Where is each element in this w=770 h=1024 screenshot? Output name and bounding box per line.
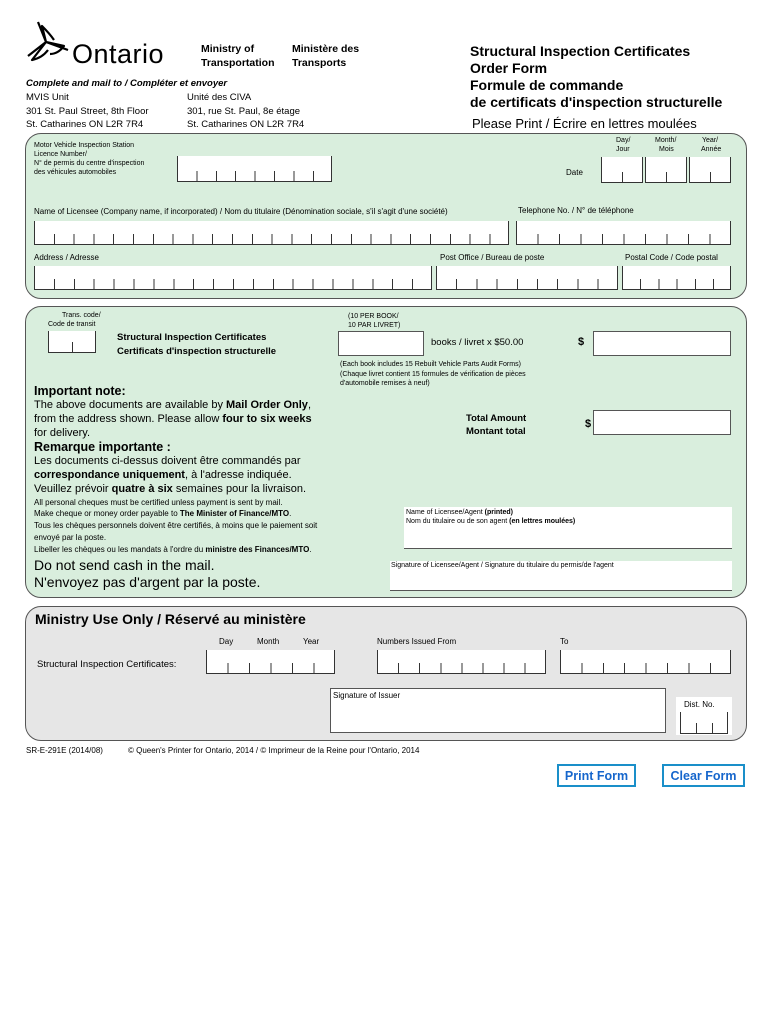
important-line-1: The above documents are available by Mail Order Only, bbox=[34, 399, 311, 411]
licensee-name-label: Name of Licensee (Company name, if incorporated) / Nom du titulaire (Dénomination sociale, s'il s'agit d'une société) bbox=[34, 207, 448, 216]
licensee-name-field[interactable] bbox=[34, 221, 509, 245]
post-office-field[interactable] bbox=[436, 266, 618, 290]
ministry-row-label: Structural Inspection Certificates: bbox=[37, 659, 177, 670]
trans-code-field[interactable] bbox=[48, 331, 96, 353]
station-label-3: N° de permis du centre d'inspection bbox=[34, 160, 145, 167]
total-label-en: Total Amount bbox=[466, 413, 527, 424]
clear-form-button[interactable]: Clear Form bbox=[662, 764, 745, 787]
book-note-1: (Each book includes 15 Rebuilt Vehicle Parts Audit Forms) bbox=[340, 361, 521, 368]
mail-fr-city: St. Catharines ON L2R 7R4 bbox=[187, 119, 305, 130]
station-label-4: des véhicules automobiles bbox=[34, 169, 117, 176]
form-title-en-1: Structural Inspection Certificates bbox=[470, 43, 691, 59]
numbers-from-label: Numbers Issued From bbox=[377, 637, 457, 646]
cheque-line-3: Tous les chèques personnels doivent être certifiés, à moins que le paiement soit bbox=[34, 521, 318, 530]
book-note-2: (Chaque livret contient 15 formules de vérification de pièces bbox=[340, 371, 526, 378]
mail-en-street: 301 St. Paul Street, 8th Floor bbox=[26, 106, 149, 117]
cheque-line-2: Make cheque or money order payable to The Minister of Finance/MTO. bbox=[34, 509, 292, 518]
cheque-line-5: Libeller les chèques ou les mandats à l'ordre du ministre des Finances/MTO. bbox=[34, 545, 312, 554]
ministry-year-label: Year bbox=[303, 637, 320, 646]
trillium-icon bbox=[24, 20, 74, 68]
no-cash-en: Do not send cash in the mail. bbox=[34, 557, 215, 573]
subtotal-field[interactable] bbox=[593, 331, 731, 356]
mail-en-city: St. Catharines ON L2R 7R4 bbox=[26, 119, 144, 130]
station-label-1: Motor Vehicle Inspection Station bbox=[34, 142, 135, 149]
address-field[interactable] bbox=[34, 266, 432, 290]
mail-to-heading: Complete and mail to / Compléter et envoyer bbox=[26, 78, 228, 89]
telephone-field[interactable] bbox=[516, 221, 731, 245]
day-label-1: Day/ bbox=[616, 137, 631, 144]
day-label-2: Jour bbox=[616, 146, 630, 153]
ministry-date-field[interactable] bbox=[206, 650, 335, 674]
station-label-2: Licence Number/ bbox=[34, 151, 87, 158]
cheque-line-4: envoyé par la poste. bbox=[34, 533, 107, 542]
per-book-label-1: (10 PER BOOK/ bbox=[348, 313, 399, 320]
date-year-field[interactable] bbox=[689, 157, 731, 183]
date-day-field[interactable] bbox=[601, 157, 643, 183]
issuer-signature-label: Signature of Issuer bbox=[333, 691, 401, 700]
cheque-line-1: All personal cheques must be certified unless payment is sent by mail. bbox=[34, 498, 283, 507]
postal-code-label: Postal Code / Code postal bbox=[625, 253, 718, 262]
product-en: Structural Inspection Certificates bbox=[117, 332, 267, 343]
copyright: © Queen's Printer for Ontario, 2014 / © Imprimeur de la Reine pour l'Ontario, 2014 bbox=[128, 746, 420, 755]
ministry-fr-line1: Ministère des bbox=[292, 43, 360, 55]
print-form-button[interactable]: Print Form bbox=[557, 764, 636, 787]
mail-en-unit: MVIS Unit bbox=[26, 92, 69, 103]
form-title-en-2: Order Form bbox=[470, 60, 548, 76]
no-cash-fr: N'envoyez pas d'argent par la poste. bbox=[34, 574, 261, 590]
signature-label: Signature of Licensee/Agent / Signature du titulaire du permis/de l'agent bbox=[391, 562, 614, 569]
mail-fr-street: 301, rue St. Paul, 8e étage bbox=[187, 106, 301, 117]
ministry-day-label: Day bbox=[219, 637, 234, 646]
total-label-fr: Montant total bbox=[466, 426, 526, 437]
year-label-2: Année bbox=[701, 146, 722, 153]
product-fr: Certificats d'inspection structurelle bbox=[117, 346, 277, 357]
books-quantity-field[interactable] bbox=[338, 331, 424, 356]
form-number: SR-E-291E (2014/08) bbox=[26, 746, 103, 755]
year-label-1: Year/ bbox=[702, 137, 719, 144]
month-label-2: Mois bbox=[659, 146, 674, 153]
print-note: Please Print / Écrire en lettres moulées bbox=[472, 116, 697, 131]
form-title-fr-1: Formule de commande bbox=[470, 77, 624, 93]
dist-no-comb[interactable] bbox=[680, 712, 728, 734]
agent-name-label-2: Nom du titulaire ou de son agent (en lettres moulées) bbox=[406, 518, 576, 525]
telephone-label: Telephone No. / N° de téléphone bbox=[518, 206, 634, 215]
month-label-1: Month/ bbox=[655, 137, 677, 144]
mail-fr-unit: Unité des CIVA bbox=[187, 92, 252, 103]
ministry-month-label: Month bbox=[257, 637, 280, 646]
date-label: Date bbox=[566, 168, 583, 177]
important-heading: Important note: bbox=[34, 384, 126, 398]
total-amount-field[interactable] bbox=[593, 410, 731, 435]
remarque-line-2: correspondance uniquement, à l'adresse indiquée. bbox=[34, 469, 292, 481]
ontario-logo bbox=[24, 20, 174, 75]
book-note-3: d'automobile remises à neuf) bbox=[340, 380, 430, 387]
dist-no-label: Dist. No. bbox=[684, 700, 715, 709]
ministry-fr-line2: Transports bbox=[292, 57, 347, 69]
address-label: Address / Adresse bbox=[34, 253, 99, 262]
subtotal-dollar-sign: $ bbox=[578, 336, 585, 348]
form-title-fr-2: de certificats d'inspection structurelle bbox=[470, 94, 723, 110]
trans-code-label-1: Trans. code/ bbox=[62, 312, 101, 319]
price-label: books / livret x $50.00 bbox=[431, 337, 524, 348]
station-licence-number-field[interactable] bbox=[177, 156, 332, 182]
numbers-to-field[interactable] bbox=[560, 650, 731, 674]
per-book-label-2: 10 PAR LIVRET) bbox=[348, 322, 401, 329]
ministry-use-heading: Ministry Use Only / Réservé au ministère bbox=[35, 611, 306, 627]
remarque-heading: Remarque importante : bbox=[34, 440, 171, 454]
trans-code-label-2: Code de transit bbox=[48, 321, 96, 328]
total-dollar-sign: $ bbox=[585, 418, 592, 430]
ministry-en-line2: Transportation bbox=[201, 57, 275, 69]
ministry-en-line1: Ministry of bbox=[201, 43, 255, 55]
post-office-label: Post Office / Bureau de poste bbox=[440, 253, 545, 262]
remarque-line-1: Les documents ci-dessus doivent être commandés par bbox=[34, 455, 301, 467]
numbers-from-field[interactable] bbox=[377, 650, 546, 674]
agent-name-label-1: Name of Licensee/Agent (printed) bbox=[406, 509, 513, 516]
postal-code-field[interactable] bbox=[622, 266, 731, 290]
date-month-field[interactable] bbox=[645, 157, 687, 183]
important-line-3: for delivery. bbox=[34, 427, 91, 439]
remarque-line-3: Veuillez prévoir quatre à six semaines pour la livraison. bbox=[34, 483, 307, 495]
numbers-to-label: To bbox=[560, 637, 569, 646]
important-line-2: from the address shown. Please allow four to six weeks bbox=[34, 413, 312, 425]
ontario-wordmark: Ontario bbox=[72, 39, 165, 69]
